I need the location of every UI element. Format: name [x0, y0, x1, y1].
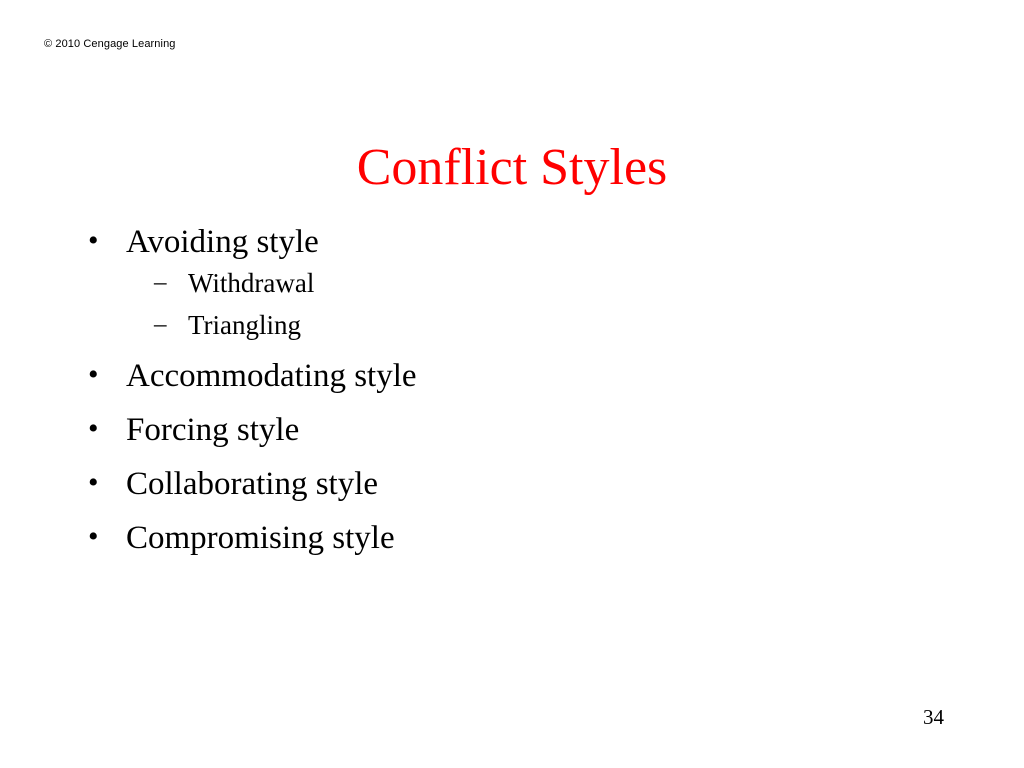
list-item-label: Forcing style — [126, 412, 300, 448]
list-item-label: Collaborating style — [126, 466, 379, 502]
list-item — [126, 312, 964, 339]
bullet-icon: • — [88, 412, 99, 445]
list-item-label: Withdrawal — [188, 268, 315, 298]
dash-icon: – — [154, 311, 167, 338]
list-item-label: Avoiding style — [126, 224, 319, 260]
list-item — [80, 360, 964, 393]
page-title: Conflict Styles — [356, 138, 668, 196]
list-item — [80, 522, 964, 555]
list-item-label: Triangling — [188, 310, 302, 340]
list-item — [80, 414, 964, 447]
sub-bullet-list — [126, 270, 964, 339]
bullet-icon: • — [88, 466, 99, 499]
list-item — [126, 270, 964, 297]
bullet-icon: • — [88, 520, 99, 553]
page-number: 34 — [923, 705, 944, 729]
dash-icon: – — [154, 269, 167, 296]
list-item — [80, 226, 964, 339]
bullet-icon: • — [88, 358, 99, 391]
list-item-label: Compromising style — [126, 520, 395, 556]
bullet-list — [80, 226, 964, 555]
list-item-label: Accommodating style — [126, 358, 417, 394]
bullet-icon: • — [88, 224, 99, 257]
list-item — [80, 468, 964, 501]
copyright-notice: © 2010 Cengage Learning — [44, 38, 176, 50]
slide-body — [80, 226, 964, 576]
